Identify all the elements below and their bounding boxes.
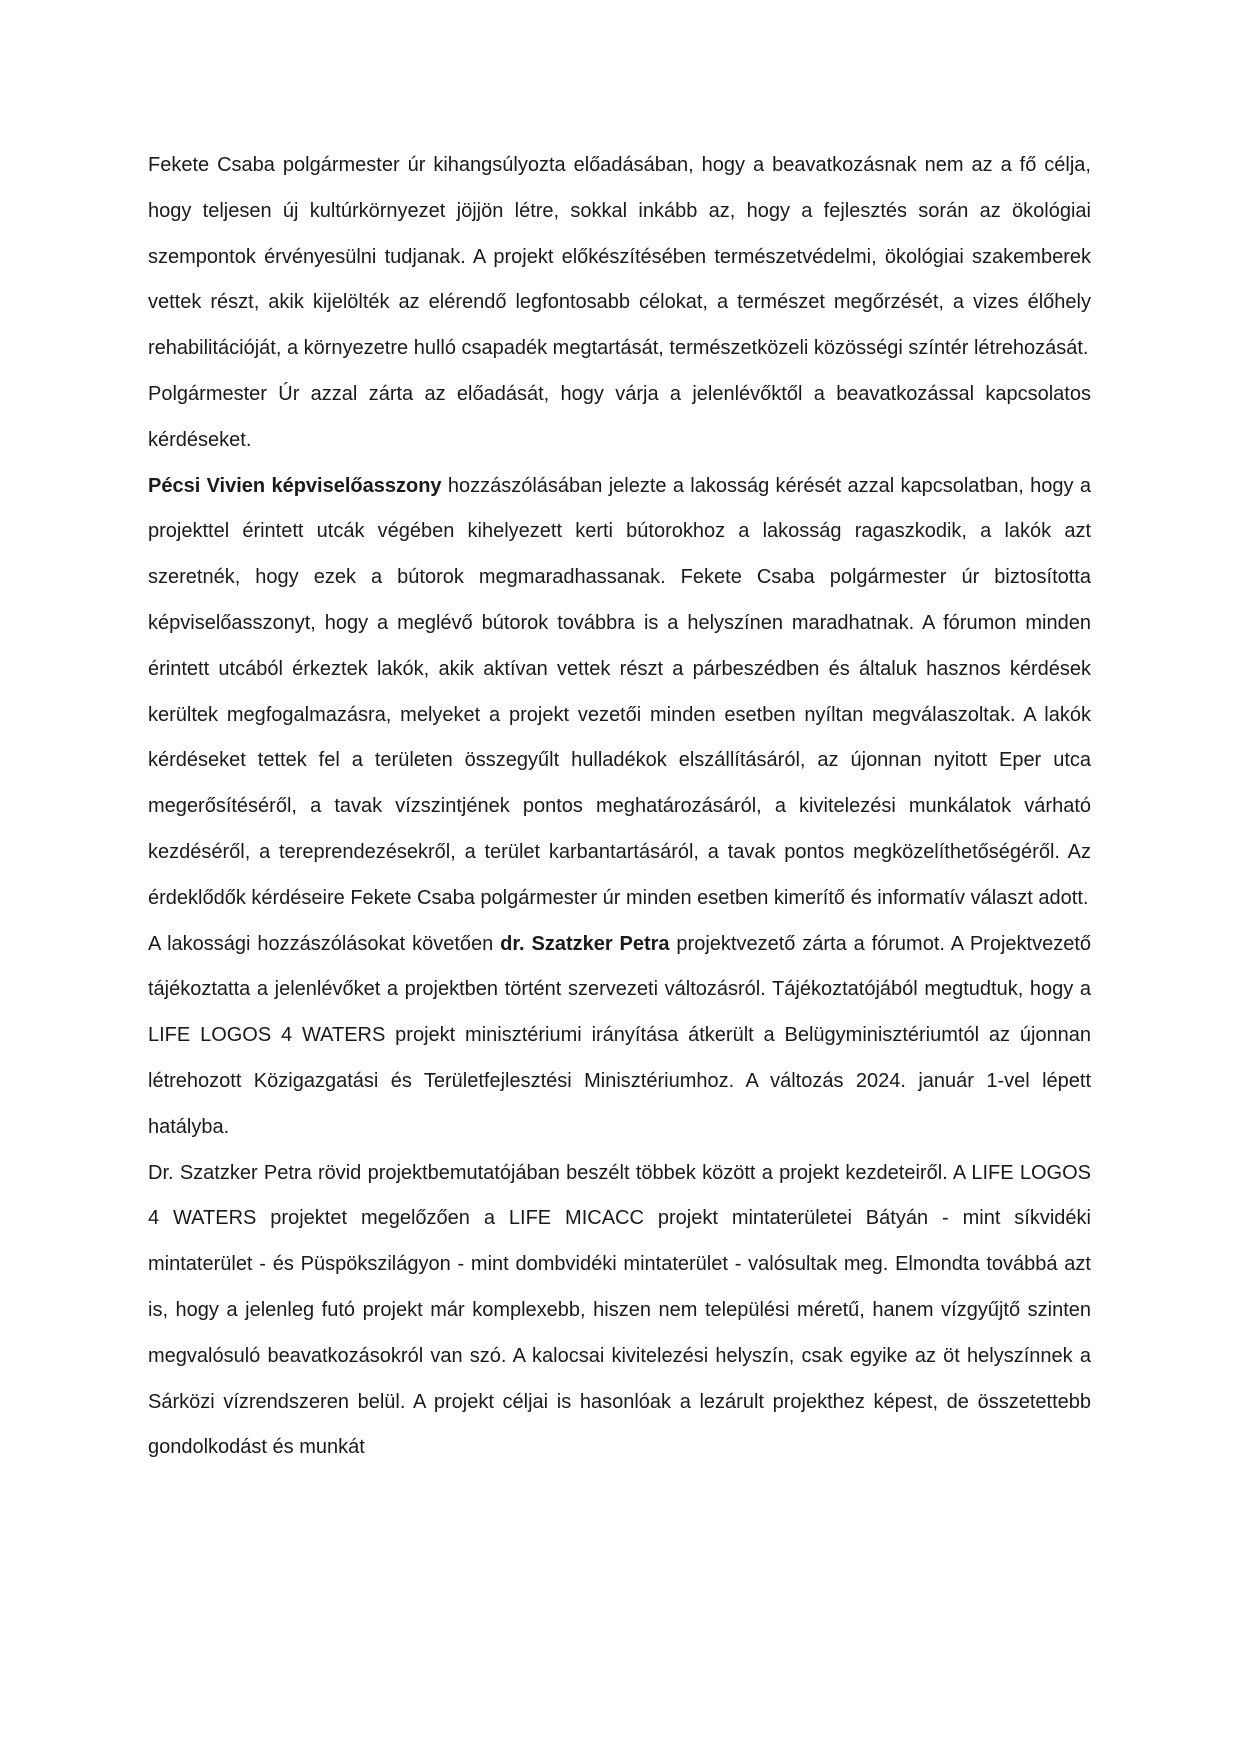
paragraph-text: Fekete Csaba polgármester úr kihangsúlyozta előadásában, hogy a beavatkozásnak nem az a fő célja, hogy teljesen új kultúrkörnyezet jöjjön létre, sokkal inkább az, hogy a fejlesztés során az ökológiai szempontok érvényesülni tudjanak. A projekt előkészítésében természetvédelmi, ökológiai szakemberek vettek részt, akik kijelölték az elérendő legfontosabb célokat, a természet megőrzését, a vizes élőhely rehabilitációját, a környezetre hulló csapadék megtartását, természetközeli közösségi színtér létrehozását. xyxy=(148,154,1091,360)
paragraph-project-history xyxy=(148,1151,1091,1472)
speaker-name-bold: Pécsi Vivien képviselőasszony xyxy=(148,474,442,497)
paragraph-mayor-presentation xyxy=(148,143,1091,372)
paragraph-text: A lakossági hozzászólásokat követően xyxy=(148,932,501,955)
paragraph-mayor-closing xyxy=(148,372,1091,464)
paragraph-text: hozzászólásában jelezte a lakosság kérését azzal kapcsolatban, hogy a projekttel érintett utcák végében kihelyezett kerti bútorokhoz a lakosság ragaszkodik, a lakók azt szeretnék, hogy ezek a bútorok megmaradhassanak. Fekete Csaba polgármester úr biztosította képviselőasszonyt, hogy a meglévő bútorok továbbra is a helyszínen maradhatnak. A fórumon minden érintett utcából érkeztek lakók, akik aktívan vettek részt a párbeszédben és általuk hasznos kérdések kerültek megfogalmazásra, melyeket a projekt vezetői minden esetben nyíltan megválaszoltak. A lakók kérdéseket tettek fel a területen összegyűlt hulladékok elszállításáról, az újonnan nyitott Eper utca megerősítéséről, a tavak vízszintjének pontos meghatározásáról, a kivitelezési munkálatok várható kezdéséről, a tereprendezésekről, a terület karbantartásáról, a tavak pontos megközelíthetőségéről. Az érdeklődők kérdéseire Fekete Csaba polgármester úr minden esetben kimerítő és informatív választ adott. xyxy=(148,474,1091,909)
paragraph-text: projektvezető zárta a fórumot. A Projektvezető tájékoztatta a jelenlévőket a projektben történt szervezeti változásról. Tájékoztatójából megtudtuk, hogy a LIFE LOGOS 4 WATERS projekt minisztériumi irányítása átkerült a Belügyminisztériumtól az újonnan létrehozott Közigazgatási és Területfejlesztési Minisztériumhoz. A változás 2024. január 1-vel lépett hatályba. xyxy=(148,932,1092,1138)
speaker-name-bold: dr. Szatzker Petra xyxy=(500,932,670,955)
paragraph-project-leader-closing xyxy=(148,922,1091,1151)
paragraph-text: Dr. Szatzker Petra rövid projektbemutatójában beszélt többek között a projekt kezdeteiről. A LIFE LOGOS 4 WATERS projektet megelőzően a LIFE MICACC projekt mintaterületei Bátyán - mint síkvidéki mintaterület - és Püspökszilágyon - mint dombvidéki mintaterület - valósultak meg. Elmondta továbbá azt is, hogy a jelenleg futó projekt már komplexebb, hiszen nem települési méretű, hanem vízgyűjtő szinten megvalósuló beavatkozásokról van szó. A kalocsai kivitelezési helyszín, csak egyike az öt helyszínnek a Sárközi vízrendszeren belül. A projekt céljai is hasonlóak a lezárult projekthez képest, de összetettebb gondolkodást és munkát xyxy=(148,1161,1091,1459)
document-body xyxy=(148,143,1091,1471)
paragraph-text: Polgármester Úr azzal zárta az előadását, hogy várja a jelenlévőktől a beavatkozással kapcsolatos kérdéseket. xyxy=(148,382,1091,451)
paragraph-resident-comments xyxy=(148,464,1091,922)
